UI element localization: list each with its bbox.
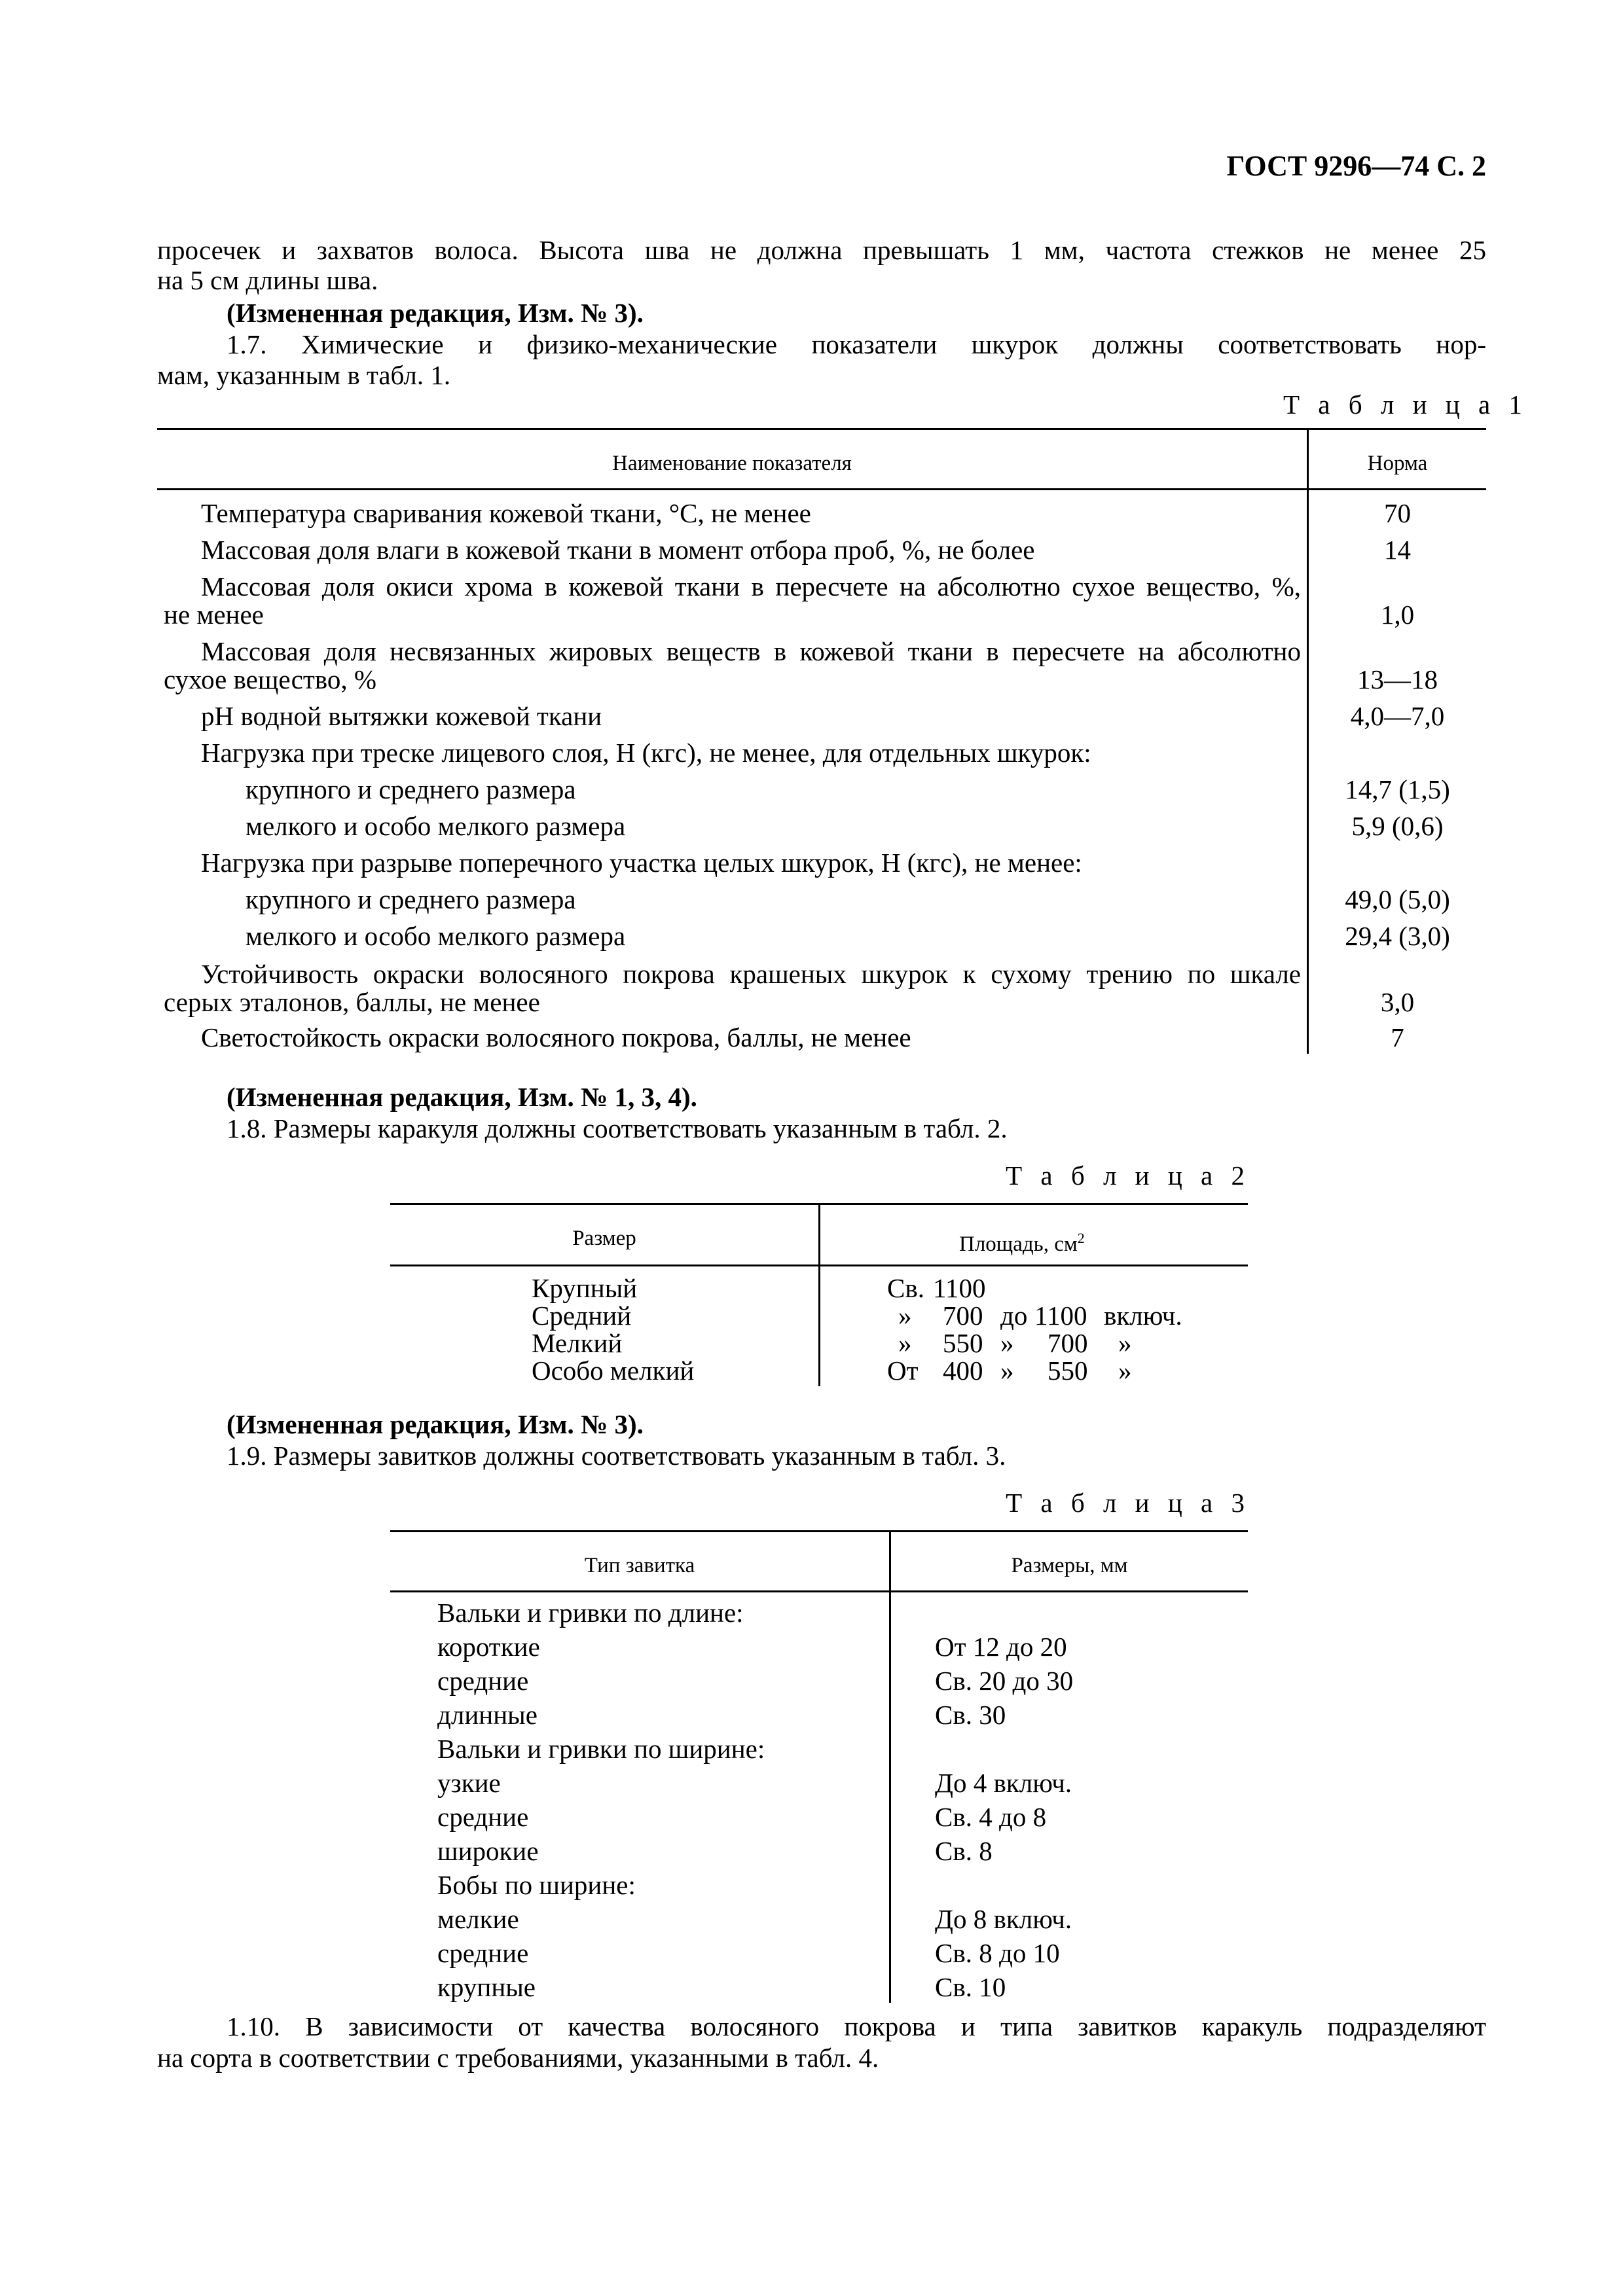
table-row-type: средние [437,1938,529,1968]
table-row-type: Вальки и гривки по ширине: [437,1734,765,1764]
table-row-type: Бобы по ширине: [437,1870,636,1900]
table-1-header-name: Наименование показателя [612,452,852,475]
table-row-value: 4,0—7,0 [1350,701,1445,731]
table-row-size: До 8 включ. [935,1904,1072,1934]
table-row-name: мелкого и особо мелкого размера [246,811,626,841]
table-row-name: крупного и среднего размера [246,884,576,914]
table-row-type: мелкие [437,1904,519,1934]
table-row-name: Светостойкость окраски волосяного покрова, баллы, не менее [201,1022,911,1052]
table-cell: 1100 [933,1273,986,1303]
intro-line-2: на 5 см длины шва. [157,265,378,295]
table-row-size: До 4 включ. [935,1768,1072,1798]
table-row-type: Вальки и гривки по длине: [437,1598,744,1628]
table-row-size: Крупный [532,1273,638,1303]
table-cell: до [1000,1300,1028,1331]
table-row-value: 70 [1384,498,1411,528]
table-cell: 700 [943,1300,983,1331]
clause-1-10-line-2: на сорта в соответствии с требованиями, указанными в табл. 4. [157,2043,879,2073]
table-row-value: 7 [1391,1022,1404,1052]
table-3-column-divider [889,1530,891,2003]
table-row-name: pH водной вытяжки кожевой ткани [201,701,602,731]
table-row-value: 14 [1384,535,1411,565]
table-row-size: Св. 8 до 10 [935,1938,1060,1968]
table-3-header-rule [390,1590,1248,1592]
table-row-name: Массовая доля влаги в кожевой ткани в момент отбора проб, %, не более [201,535,1035,565]
table-row-name: крупного и среднего размера [246,774,576,804]
table-cell: » [1118,1355,1132,1386]
table-1-caption: Т а б л и ц а 1 [1283,389,1528,420]
table-2-header-size: Размер [572,1227,636,1250]
table-row-value: 14,7 (1,5) [1345,774,1450,804]
table-row-type: средние [437,1802,529,1832]
table-row-type: короткие [437,1632,540,1662]
table-row-size: Св. 20 до 30 [935,1666,1074,1696]
table-row-name-cont: сухое вещество, % [164,664,376,694]
table-row-value: 49,0 (5,0) [1345,884,1450,914]
table-3-header-type: Тип завитка [584,1554,695,1577]
table-cell: Св. [887,1273,924,1303]
table-3-top-rule [390,1530,1248,1532]
table-cell: » [898,1300,912,1331]
amendment-note-1: (Измененная редакция, Изм. № 3). [227,298,644,328]
table-2-column-divider [818,1203,820,1386]
table-row-type: крупные [437,1972,536,2002]
table-2-header-area [959,1221,1085,1261]
table-row-type: длинные [437,1700,538,1730]
table-row-name: Устойчивость окраски волосяного покрова крашеных шкурок к сухому трению по шкале [201,959,1301,989]
table-2-header-area-exponent: 2 [1077,1230,1085,1246]
table-cell: От [887,1355,919,1386]
table-row-size: От 12 до 20 [935,1632,1067,1662]
table-row-size: Св. 8 [935,1836,993,1866]
table-1-header-value: Норма [1367,452,1428,475]
table-row-name: Нагрузка при треске лицевого слоя, Н (кгс), не менее, для отдельных шкурок: [201,738,1091,768]
table-row-value: 13—18 [1357,664,1438,694]
table-row-name: Температура сваривания кожевой ткани, °С, не менее [201,498,811,528]
amendment-note-2: (Измененная редакция, Изм. № 1, 3, 4). [227,1082,697,1112]
table-1-header-rule [157,488,1486,490]
table-row-name-cont: не менее [164,600,264,630]
table-cell: 550 [1048,1355,1088,1386]
table-cell: » [898,1328,912,1358]
table-row-name: мелкого и особо мелкого размера [246,921,626,951]
table-row-type: широкие [437,1836,539,1866]
clause-1-9: 1.9. Размеры завитков должны соответствовать указанным в табл. 3. [227,1441,1006,1471]
clause-1-10-line-1: 1.10. В зависимости от качества волосяного покрова и типа завитков каракуль подразделяют [227,2011,1486,2041]
table-cell: » [1000,1355,1014,1386]
table-row-name: Массовая доля несвязанных жировых веществ в кожевой ткани в пересчете на абсолютно [201,636,1301,666]
table-2-header-area-text: Площадь, см [959,1232,1078,1256]
table-row-size: Св. 30 [935,1700,1006,1730]
table-row-name: Нагрузка при разрыве поперечного участка целых шкурок, Н (кгс), не менее: [201,848,1082,878]
table-row-value: 3,0 [1380,987,1415,1017]
table-3-caption: Т а б л и ц а 3 [1006,1488,1250,1518]
table-row-value: 5,9 (0,6) [1351,811,1444,841]
table-row-size: Св. 4 до 8 [935,1802,1047,1832]
table-cell: 550 [943,1328,983,1358]
table-cell: включ. [1104,1300,1182,1331]
table-3-header-size: Размеры, мм [1011,1554,1128,1577]
table-1-top-rule [157,428,1486,430]
table-row-size: Средний [532,1300,632,1331]
table-row-size: Мелкий [532,1328,623,1358]
table-2-caption: Т а б л и ц а 2 [1006,1160,1250,1191]
clause-1-7-line-2: мам, указанным в табл. 1. [157,360,451,390]
table-cell: » [1118,1328,1132,1358]
table-cell: 1100 [1034,1300,1087,1331]
table-row-size: Св. 10 [935,1972,1006,2002]
table-row-name-cont: серых эталонов, баллы, не менее [164,987,540,1017]
intro-line-1: просечек и захватов волоса. Высота шва не должна превышать 1 мм, частота стежков не менее 25 [157,235,1486,265]
table-row-type: узкие [437,1768,501,1798]
table-cell: 400 [943,1355,983,1386]
clause-1-7-line-1: 1.7. Химические и физико-механические показатели шкурок должны соответствовать нор- [227,329,1486,359]
amendment-note-3: (Измененная редакция, Изм. № 3). [227,1409,644,1439]
clause-1-8: 1.8. Размеры каракуля должны соответствовать указанным в табл. 2. [227,1113,1008,1143]
page-header: ГОСТ 9296—74 С. 2 [1226,150,1486,182]
table-cell: » [1000,1328,1014,1358]
table-row-size: Особо мелкий [532,1355,695,1386]
table-cell: 700 [1048,1328,1088,1358]
table-row-type: средние [437,1666,529,1696]
table-row-value: 29,4 (3,0) [1345,921,1450,951]
table-row-value: 1,0 [1380,600,1415,630]
table-row-name: Массовая доля окиси хрома в кожевой ткани в пересчете на абсолютно сухое вещество, %, [201,571,1301,601]
